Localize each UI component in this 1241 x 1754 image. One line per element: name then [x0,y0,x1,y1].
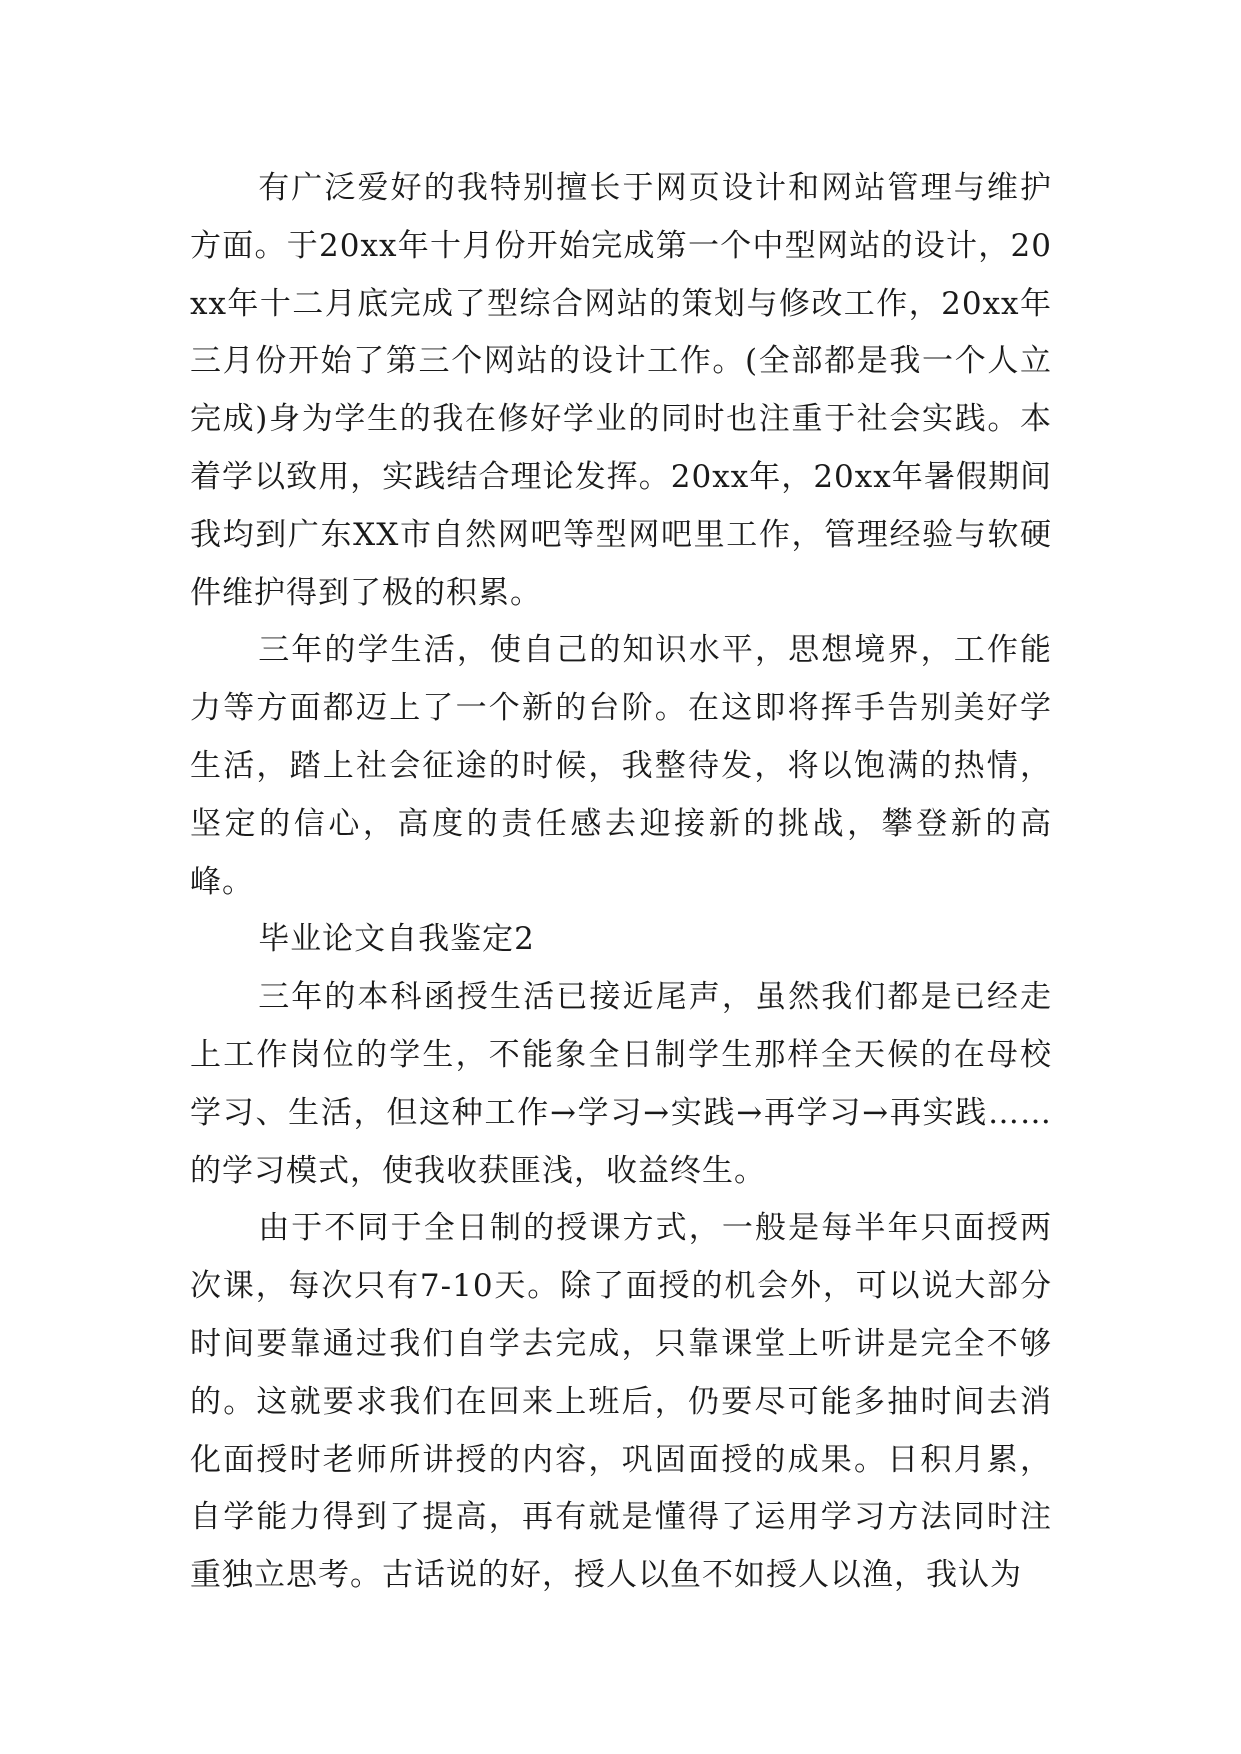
paragraph-self-study: 由于不同于全日制的授课方式，一般是每半年只面授两次课，每次只有7-10天。除了面授的机会外，可以说大部分时间要靠通过我们自学去完成，只靠课堂上听讲是完全不够的。这就要求我们在回来上班后，仍要尽可能多抽时间去消化面授时老师所讲授的内容，巩固面授的成果。日积月累，自学能力得到了提高，再有就是懂得了运用学习方法同时注重独立思考。古话说的好，授人以鱼不如授人以渔，我认为 [190,1210,1052,1594]
paragraph-correspondence-study: 三年的本科函授生活已接近尾声，虽然我们都是已经走上工作岗位的学生，不能象全日制学生那样全天候的在母校学习、生活，但这种工作→学习→实践→再学习→再实践……的学习模式，使我收获匪浅，收益终生。 [190,979,1052,1189]
paragraph-website-experience: 有广泛爱好的我特别擅长于网页设计和网站管理与维护方面。于20xx年十月份开始完成第一个中型网站的设计，20xx年十二月底完成了型综合网站的策划与修改工作，20xx年三月份开始了第三个网站的设计工作。(全部都是我一个人立完成)身为学生的我在修好学业的同时也注重于社会实践。本着学以致用，实践结合理论发挥。20xx年，20xx年暑假期间我均到广东XX市自然网吧等型网吧里工作，管理经验与软硬件维护得到了极的积累。 [190,170,1052,611]
paragraph-three-years-summary: 三年的学生活，使自己的知识水平，思想境界，工作能力等方面都迈上了一个新的台阶。在这即将挥手告别美好学生活，踏上社会征途的时候，我整待发，将以饱满的热情，坚定的信心，高度的责任感去迎接新的挑战，攀登新的高峰。 [190,632,1052,900]
section-heading: 毕业论文自我鉴定2 [258,921,535,958]
document-body [190,160,1052,1605]
